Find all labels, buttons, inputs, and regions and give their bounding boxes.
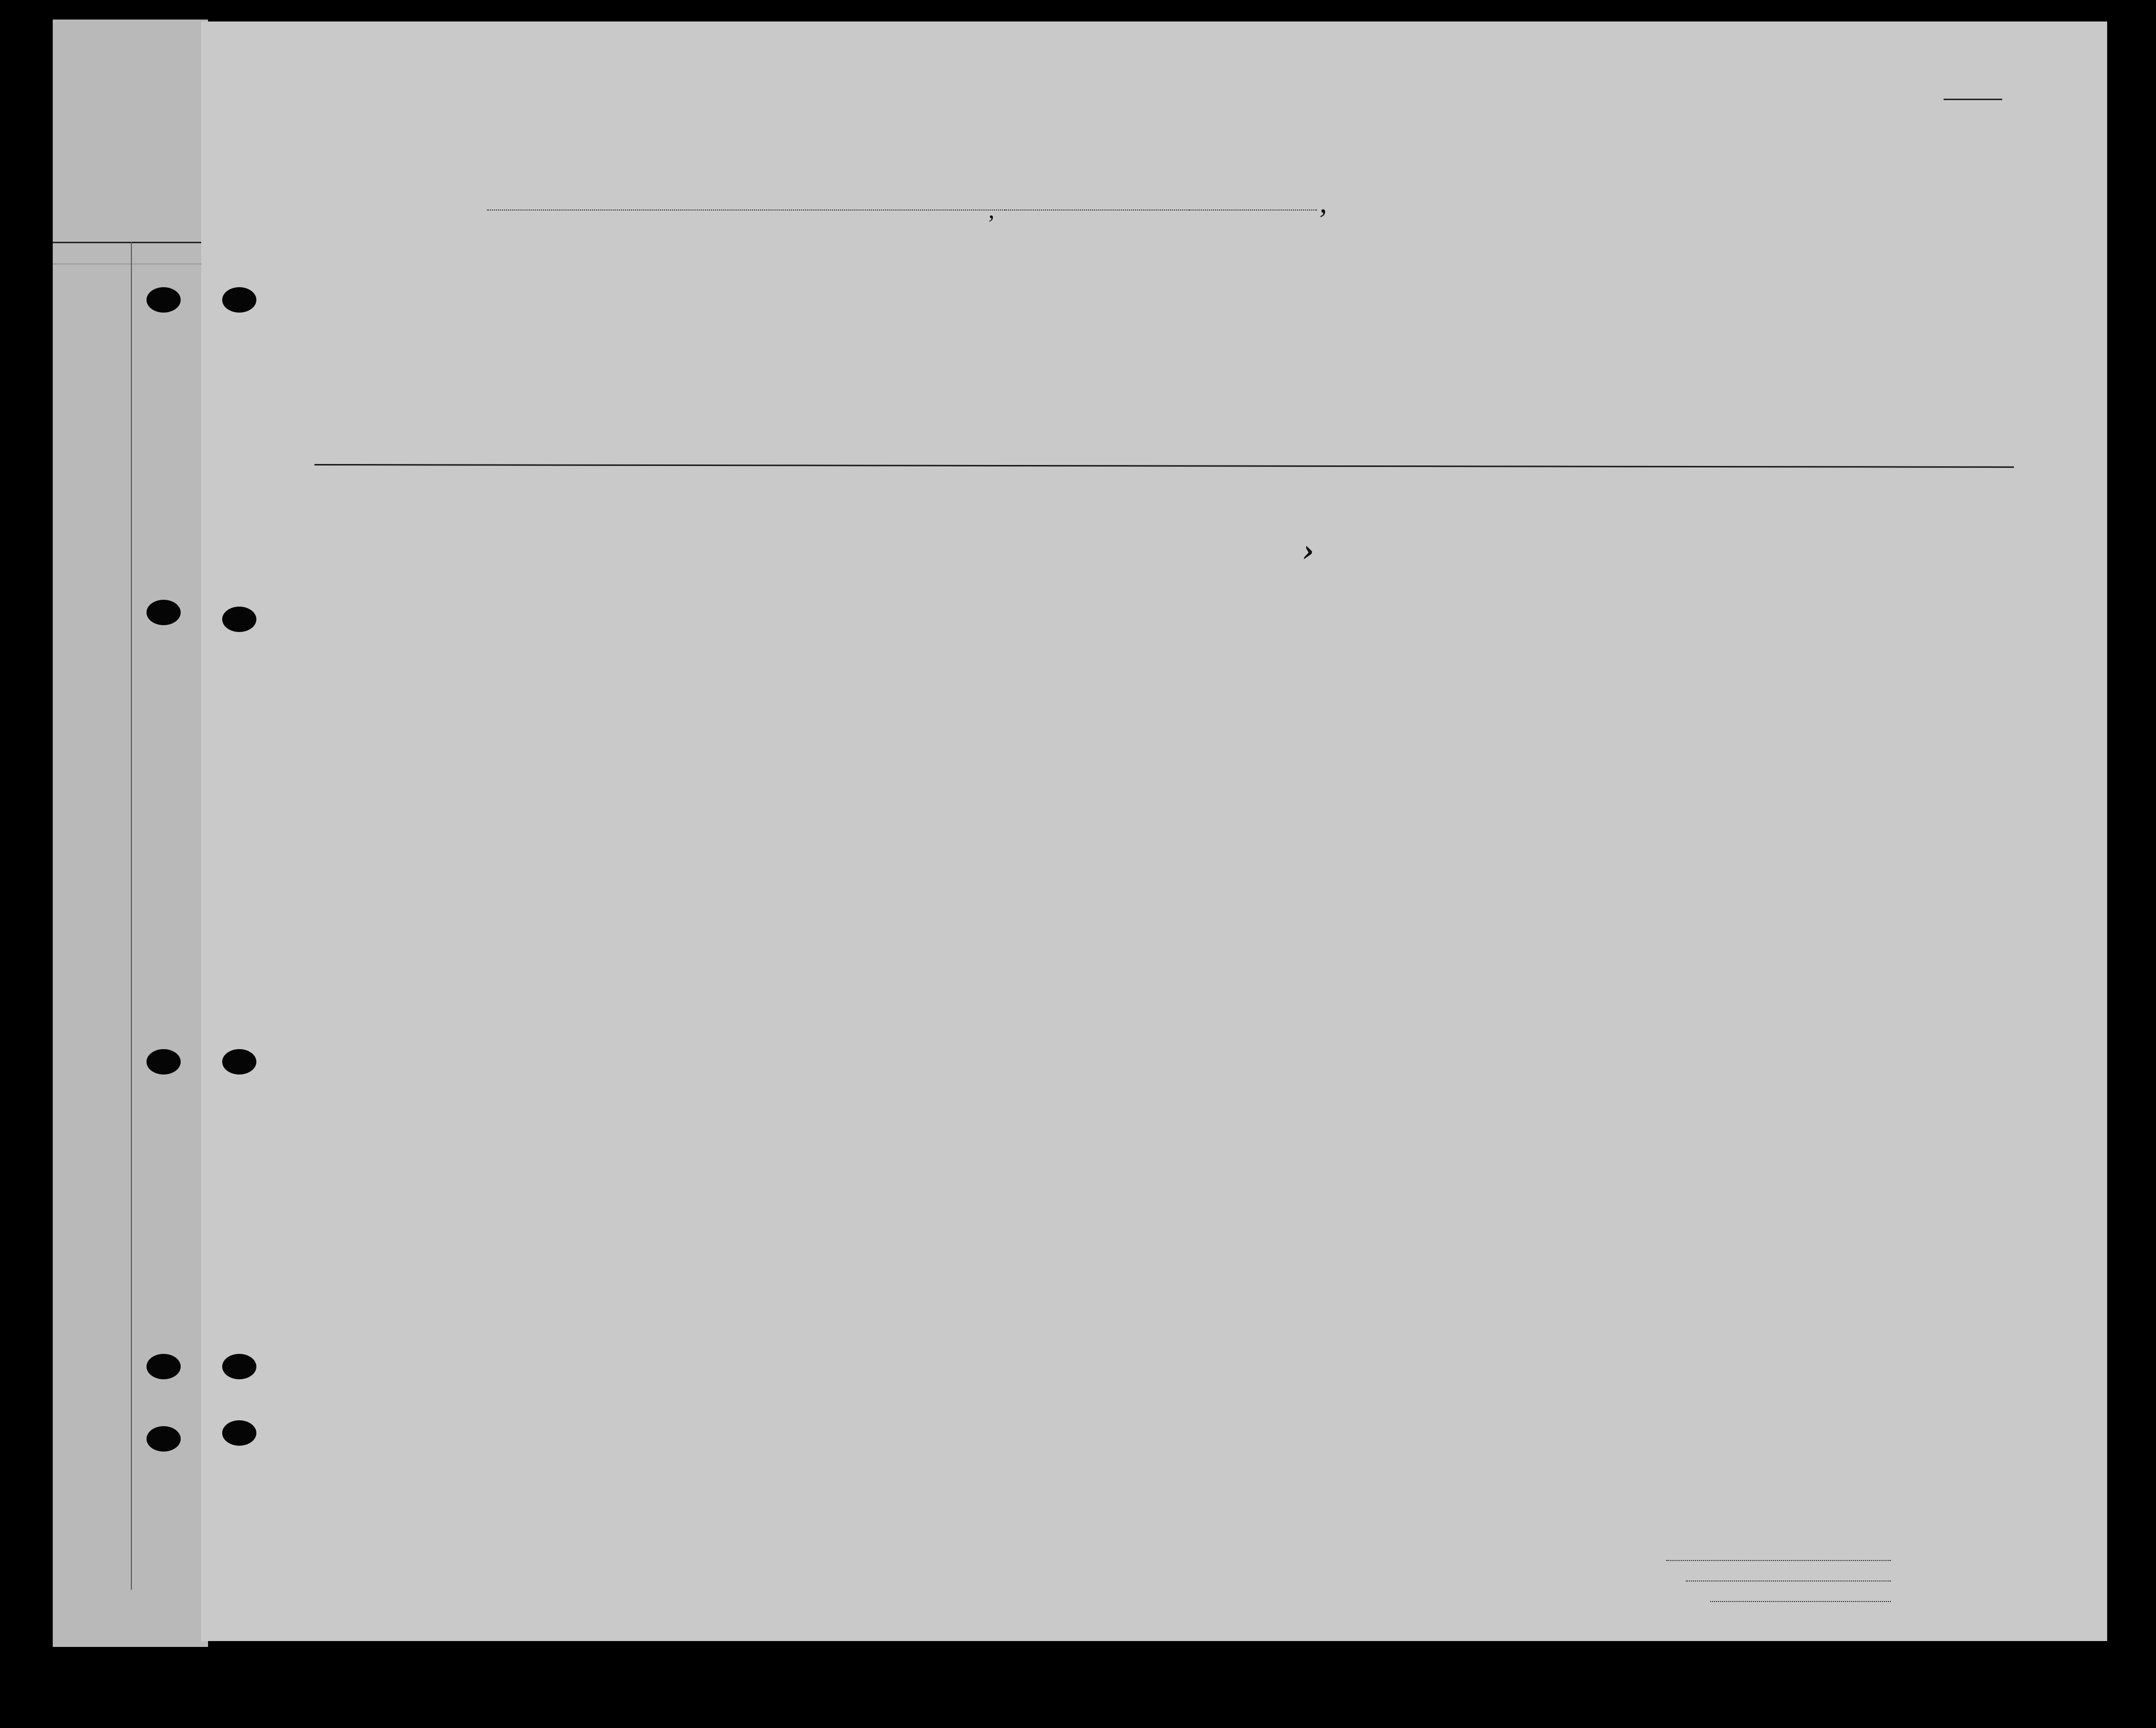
punch-hole bbox=[147, 1049, 181, 1075]
punch-hole bbox=[222, 607, 256, 632]
punch-hole bbox=[147, 600, 181, 625]
punch-hole bbox=[222, 287, 256, 313]
punch-hole bbox=[147, 1354, 181, 1379]
punch-hole bbox=[222, 1420, 256, 1446]
punch-hole bbox=[147, 287, 181, 313]
punch-hole bbox=[222, 1049, 256, 1075]
punch-hole bbox=[147, 1426, 181, 1452]
table-grid bbox=[201, 21, 2107, 1641]
left-page-fragment bbox=[53, 20, 208, 1647]
punch-hole bbox=[222, 1354, 256, 1379]
manifest-sheet: , , › bbox=[201, 21, 2107, 1641]
